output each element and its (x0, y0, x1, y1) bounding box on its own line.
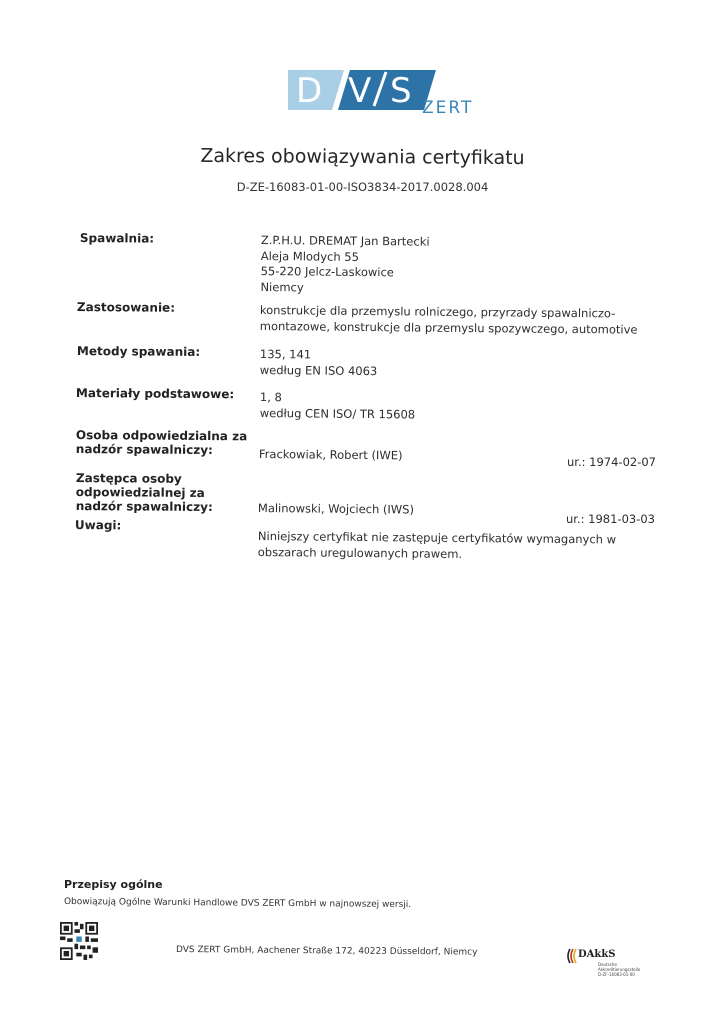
value-osoba-odpowiedzialna: Frackowiak, Robert (IWE) (258, 447, 403, 463)
zastosowanie-line: konstrukcje dla przemyslu rolniczego, przyrzady spawalniczo- (259, 303, 616, 321)
certificate-number: D-ZE-16083-01-00-ISO3834-2017.0028.004 (236, 180, 489, 194)
logo-zert-text: ZERT (422, 98, 474, 118)
value-spawalnia (260, 233, 429, 297)
spawalnia-line: Z.P.H.U. DREMAT Jan Bartecki (260, 233, 430, 249)
uwagi-line: obszarach uregulowanych prawem. (257, 544, 463, 561)
value-zastepca: Malinowski, Wojciech (IWS) (257, 501, 415, 517)
osoba-label-line: Osoba odpowiedzialna za (75, 428, 248, 444)
dakks-sub-line: Akkreditierungsstelle (598, 967, 641, 972)
zastosowanie-line: montazowe, konstrukcje dla przemyslu spozywczego, automotive (259, 318, 638, 337)
date-osoba-odpowiedzialna: ur.: 1974-02-07 (567, 455, 656, 469)
zastepca-label-line: odpowiedzialnej za (75, 484, 205, 501)
logo-letter-d: D (296, 71, 323, 111)
label-metody-spawania: Metody spawania: (76, 344, 201, 359)
dakks-logo (564, 946, 644, 982)
metody-line: według EN ISO 4063 (259, 362, 378, 378)
label-materialy: Materiały podstawowe: (75, 386, 235, 402)
label-osoba-odpowiedzialna (76, 428, 247, 457)
dakks-sub-line: Deutsche (598, 962, 617, 967)
footer-heading: Przepisy ogólne (64, 878, 163, 891)
materialy-line: 1, 8 (259, 390, 282, 405)
dakks-bars-icon (566, 948, 578, 964)
label-zastepca (76, 471, 213, 514)
document-title: Zakres obowiązywania certyfikatu (200, 144, 525, 170)
osoba-label-line: nadzór spawalniczy: (75, 441, 213, 458)
zastepca-label-line: nadzór spawalniczy: (75, 498, 213, 515)
label-spawalnia: Spawalnia: (79, 231, 155, 246)
label-uwagi: Uwagi: (74, 518, 122, 533)
metody-line: 135, 141 (259, 347, 312, 362)
materialy-line: według CEN ISO/ TR 15608 (259, 405, 416, 421)
label-zastosowanie: Zastosowanie: (76, 300, 176, 315)
spawalnia-line: Niemcy (260, 279, 304, 294)
zastepca-label-line: Zastępca osoby (75, 471, 182, 486)
value-zastosowanie (260, 303, 638, 338)
logo-letter-v: V (348, 71, 372, 111)
footer-address: DVS ZERT GmbH, Aachener Straße 172, 40223 Düsseldorf, Niemcy (175, 945, 478, 958)
value-uwagi (258, 529, 616, 563)
value-materialy (260, 390, 416, 422)
date-zastepca: ur.: 1981-03-03 (566, 512, 655, 526)
value-metody-spawania (260, 347, 378, 379)
uwagi-line: Niniejszy certyfikat nie zastępuje certyfikatów wymaganych w (257, 529, 617, 547)
dakks-sub-line: D-ZF-16083-01-00 (598, 972, 635, 977)
dakks-subtext (598, 962, 640, 977)
spawalnia-line: Aleja Mlodych 55 (260, 248, 360, 264)
logo-letter-s: S (390, 71, 412, 111)
footer-terms-text: Obowiązują Ogólne Warunki Handlowe DVS ZERT GmbH w najnowszej wersji. (63, 897, 412, 911)
spawalnia-line: 55-220 Jelcz-Laskowice (260, 263, 394, 280)
dakks-name: DAkkS (578, 949, 616, 960)
qr-code-icon (60, 922, 98, 960)
